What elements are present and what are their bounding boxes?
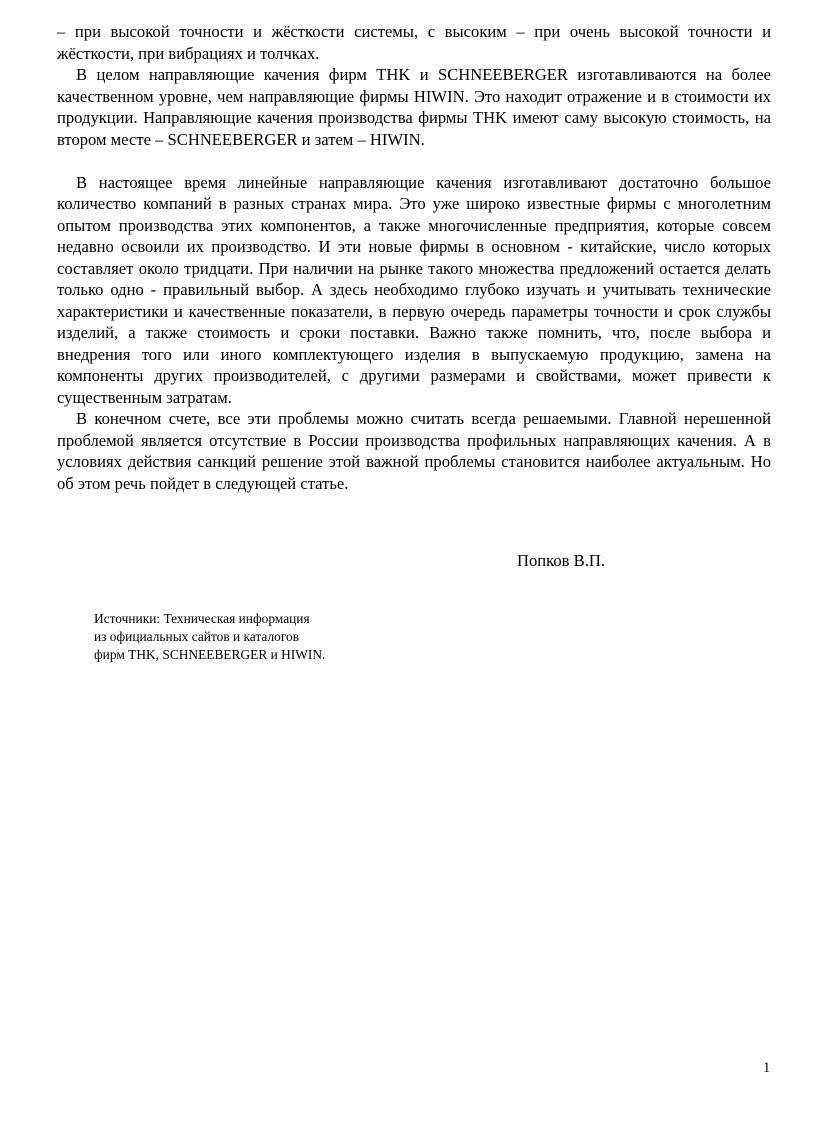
- sources-note: [94, 610, 325, 664]
- page-number: 1: [763, 1060, 771, 1076]
- paragraph-gap: [57, 150, 771, 172]
- paragraph-quality-comparison: В целом направляющие качения фирм THK и SCHNEEBERGER изготавливаются на более качественном уровне, чем направляющие фирмы HIWIN. Это находит отражение и в стоимости их продукции. Направляющие качения производства фирмы THK имеют саму высокую стоимость, на втором месте – SCHNEEBERGER и затем – HIWIN.: [57, 65, 771, 149]
- sources-line: фирм THK, SCHNEEBERGER и HIWIN.: [94, 647, 326, 662]
- article-body: [57, 21, 771, 494]
- paragraph-conclusion: В конечном счете, все эти проблемы можно считать всегда решаемыми. Главной нерешенной проблемой является отсутствие в России производства профильных направляющих качения. А в условиях действия санкций решение этой важной проблемы становится наиболее актуальным. Но об этом речь пойдет в следующей статье.: [57, 409, 771, 493]
- paragraph-continuation: – при высокой точности и жёсткости системы, с высоким – при очень высокой точности и жёсткости, при вибрациях и толчках.: [57, 22, 771, 63]
- sources-line: из официальных сайтов и каталогов: [94, 629, 300, 644]
- paragraph-market-overview: В настоящее время линейные направляющие качения изготавливают достаточно большое количество компаний в разных странах мира. Это уже широко известные фирмы с многолетним опытом производства этих компонентов, а также многочисленные предприятия, которые совсем недавно освоили их производство. И эти новые фирмы в основном - китайские, число которых составляет около тридцати. При наличии на рынке такого множества предложений остается делать только одно - правильный выбор. А здесь необходимо глубоко изучать и учитывать технические характеристики и качественные показатели, в первую очередь параметры точности и срок службы изделий, а также стоимость и сроки поставки. Важно также помнить, что, после выбора и внедрения того или иного комплектующего изделия в выпускаемую продукцию, замена на компоненты других производителей, с другими размерами и свойствами, может привести к существенным затратам.: [57, 172, 771, 407]
- author-signature: Попков В.П.: [517, 551, 606, 570]
- sources-line: Источники: Техническая информация: [94, 611, 310, 626]
